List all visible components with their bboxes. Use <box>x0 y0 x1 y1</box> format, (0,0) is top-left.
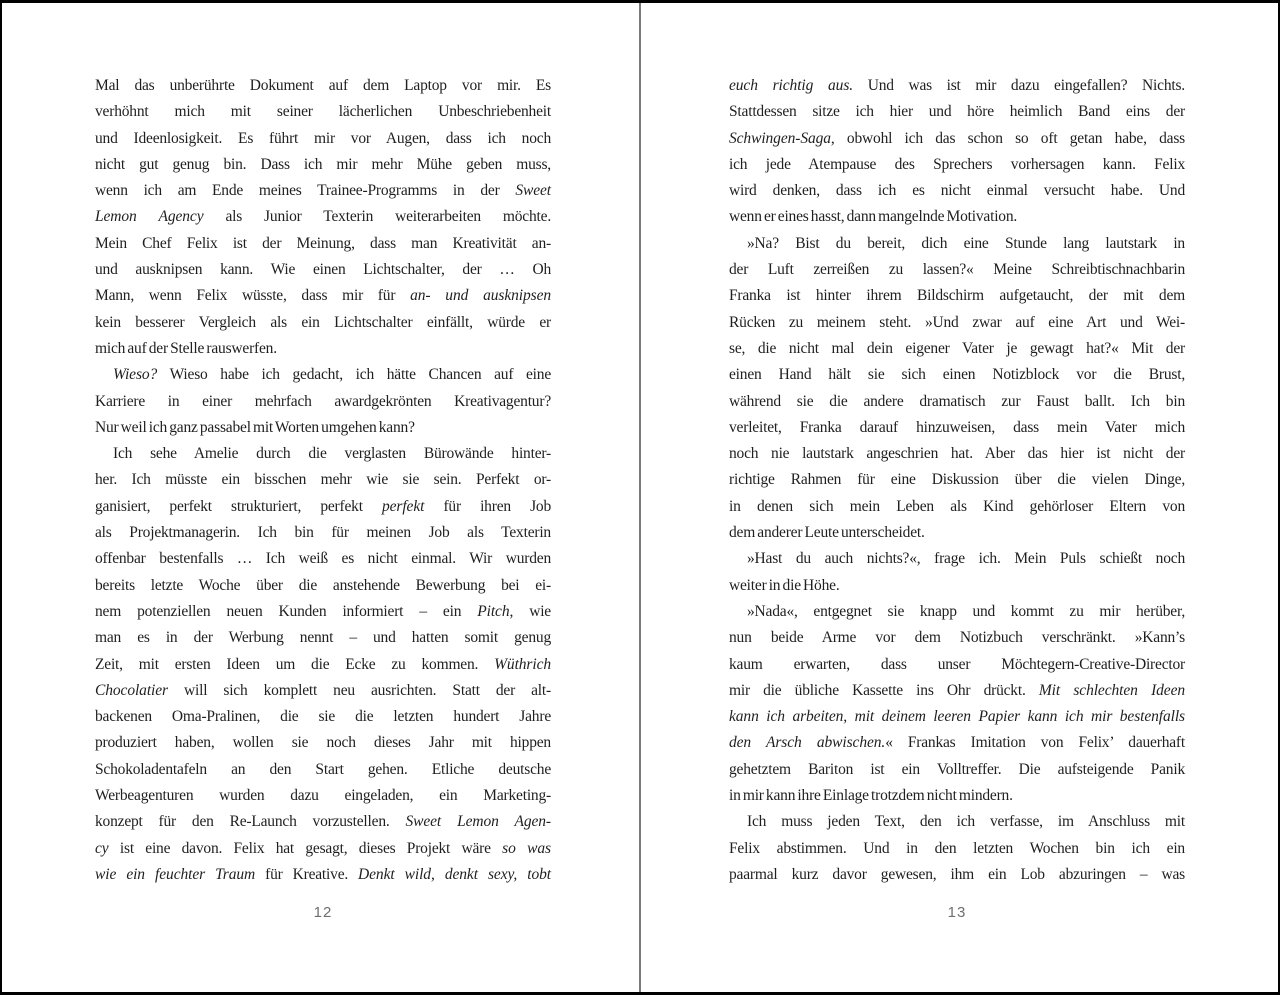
text-line: Ich sehe Amelie durch die verglasten Bürowände hinter- <box>113 445 551 463</box>
text-line: Werbeagenturen wurden dazu eingeladen, ein Marketing- <box>95 787 551 805</box>
text-line: Rücken zu meinem steht. »Und zwar auf eine Art und Wei- <box>729 313 1185 331</box>
text-line: cy ist eine davon. Felix hat gesagt, dieses Projekt wäre so was <box>95 839 551 857</box>
text-line: und Ideenlosigkeit. Es führt mir vor Augen, dass ich noch <box>95 129 551 147</box>
text-line: nem potenziellen neuen Kunden informiert – ein Pitch, wie <box>95 602 551 620</box>
text-line: in mir kann ihre Einlage trotzdem nicht mindern. <box>729 787 1013 805</box>
text-line: und ausknipsen kann. Wie einen Lichtschalter, der … Oh <box>95 261 551 279</box>
text-line: während sie die andere dramatisch zur Faust ballt. Ich bin <box>729 392 1185 410</box>
page-right-text-block <box>729 73 1185 888</box>
text-line: Lemon Agency als Junior Texterin weiterarbeiten möchte. <box>95 208 551 226</box>
text-line: backenen Oma-Pralinen, die sie die letzten hundert Jahre <box>95 708 551 726</box>
text-line: Franka ist hinter ihrem Bildschirm aufgetaucht, der mit dem <box>729 287 1185 305</box>
text-line: mich auf der Stelle rauswerfen. <box>95 339 277 357</box>
page-number-left: 12 <box>313 904 333 921</box>
text-line: den Arsch abwischen.« Frankas Imitation von Felix’ dauerhaft <box>729 734 1185 752</box>
text-line: wenn ich am Ende meines Trainee-Programms in der Sweet <box>95 182 551 200</box>
text-line: wird denken, dass ich es nicht einmal versucht habe. Und <box>729 182 1185 200</box>
text-line: Wieso? Wieso habe ich gedacht, ich hätte Chancen auf eine <box>113 366 551 384</box>
text-line: konzept für den Re-Launch vorzustellen. Sweet Lemon Agen- <box>95 813 551 831</box>
text-line: ich jede Atempause des Sprechers vorhersagen kann. Felix <box>729 155 1185 173</box>
text-line: gehetztem Bariton ist ein Volltreffer. Die aufsteigende Panik <box>729 760 1185 778</box>
text-line: wie ein feuchter Traum für Kreative. Denkt wild, denkt sexy, tobt <box>95 865 551 883</box>
text-line: produziert haben, wollen sie noch dieses Jahr mit hippen <box>95 734 551 752</box>
text-line: Stattdessen sitze ich hier und höre heimlich Band eins der <box>729 103 1185 121</box>
text-line: als Projektmanagerin. Ich bin für meinen Job als Texterin <box>95 524 551 542</box>
text-line: verhöhnt mich mit seiner lächerlichen Unbeschriebenheit <box>95 103 551 121</box>
text-line: dem anderer Leute unterscheidet. <box>729 524 925 542</box>
text-line: bereits letzte Woche über die anstehende Bewerbung bei ei- <box>95 576 551 594</box>
text-line: euch richtig aus. Und was ist mir dazu eingefallen? Nichts. <box>729 77 1185 94</box>
text-line: »Hast du auch nichts?«, frage ich. Mein Puls schießt noch <box>747 550 1185 568</box>
text-line: offenbar bestenfalls … Ich weiß es nicht einmal. Wir wurden <box>95 550 551 568</box>
text-line: Ich muss jeden Text, den ich verfasse, im Anschluss mit <box>747 813 1185 831</box>
text-line: richtige Rahmen für eine Diskussion über die vielen Dinge, <box>729 471 1185 489</box>
text-line: kein besserer Vergleich als ein Lichtschalter einfällt, würde er <box>95 313 551 331</box>
text-line: se, die nicht mal dein eigener Vater je gewagt hat?« Mit der <box>729 339 1185 357</box>
page-number-right: 13 <box>947 904 967 921</box>
text-line: Karriere in einer mehrfach awardgekrönten Kreativagentur? <box>95 392 551 410</box>
text-line: man es in der Werbung nennt – und hatten somit genug <box>95 629 551 647</box>
text-line: verleitet, Franka darauf hinzuweisen, dass mein Vater mich <box>729 418 1185 436</box>
text-line: Schwingen-Saga, obwohl ich das schon so oft getan habe, dass <box>729 129 1185 147</box>
text-line: »Na? Bist du bereit, dich eine Stunde lang lautstark in <box>747 234 1185 252</box>
text-line: nicht gut genug bin. Dass ich mir mehr Mühe geben muss, <box>95 155 551 173</box>
text-line: Mal das unberührte Dokument auf dem Laptop vor mir. Es <box>95 77 551 94</box>
text-line: nun beide Arme vor dem Notizbuch verschränkt. »Kann’s <box>729 629 1185 647</box>
text-line: »Nada«, entgegnet sie knapp und kommt zu mir herüber, <box>747 602 1185 620</box>
text-line: Nur weil ich ganz passabel mit Worten umgehen kann? <box>95 418 415 436</box>
text-line: kann ich arbeiten, mit deinem leeren Papier kann ich mir bestenfalls <box>729 708 1185 726</box>
text-line: kaum erwarten, dass unser Möchtegern-Creative-Director <box>729 655 1185 673</box>
text-line: Chocolatier will sich komplett neu ausrichten. Statt der alt- <box>95 681 551 699</box>
text-line: wenn er eines hasst, dann mangelnde Motivation. <box>729 208 1018 226</box>
text-line: der Luft zerreißen zu lassen?« Meine Schreibtischnachbarin <box>729 261 1185 279</box>
page-left-text-block <box>95 73 551 888</box>
text-line: her. Ich müsste ein bisschen mehr wie sie sein. Perfekt or- <box>95 471 551 489</box>
text-line: Mann, wenn Felix wüsste, dass mir für an- und ausknipsen <box>95 287 552 305</box>
text-line: einen Hand hält sie sich einen Notizblock vor die Brust, <box>729 366 1185 384</box>
text-line: paarmal kurz davor gewesen, ihm ein Lob abzuringen – was <box>729 865 1185 883</box>
text-line: Felix abstimmen. Und in den letzten Wochen bin ich ein <box>729 839 1185 857</box>
text-line: ganisiert, perfekt strukturiert, perfekt perfekt für ihren Job <box>95 497 552 515</box>
text-line: Mein Chef Felix ist der Meinung, dass man Kreativität an- <box>95 234 551 252</box>
text-line: Schokoladentafeln an den Start gehen. Etliche deutsche <box>95 760 551 778</box>
text-line: noch nie lautstark angeschrien hat. Aber das hier ist nicht der <box>729 445 1185 463</box>
text-line: in denen sich mein Leben als Kind gehörloser Eltern von <box>729 497 1185 515</box>
text-line: mir die übliche Kassette ins Ohr drückt. Mit schlechten Ideen <box>729 681 1185 699</box>
text-line: Zeit, mit ersten Ideen um die Ecke zu kommen. Wüthrich <box>95 655 551 673</box>
text-line: weiter in die Höhe. <box>729 576 840 594</box>
page-divider-line <box>639 3 641 995</box>
